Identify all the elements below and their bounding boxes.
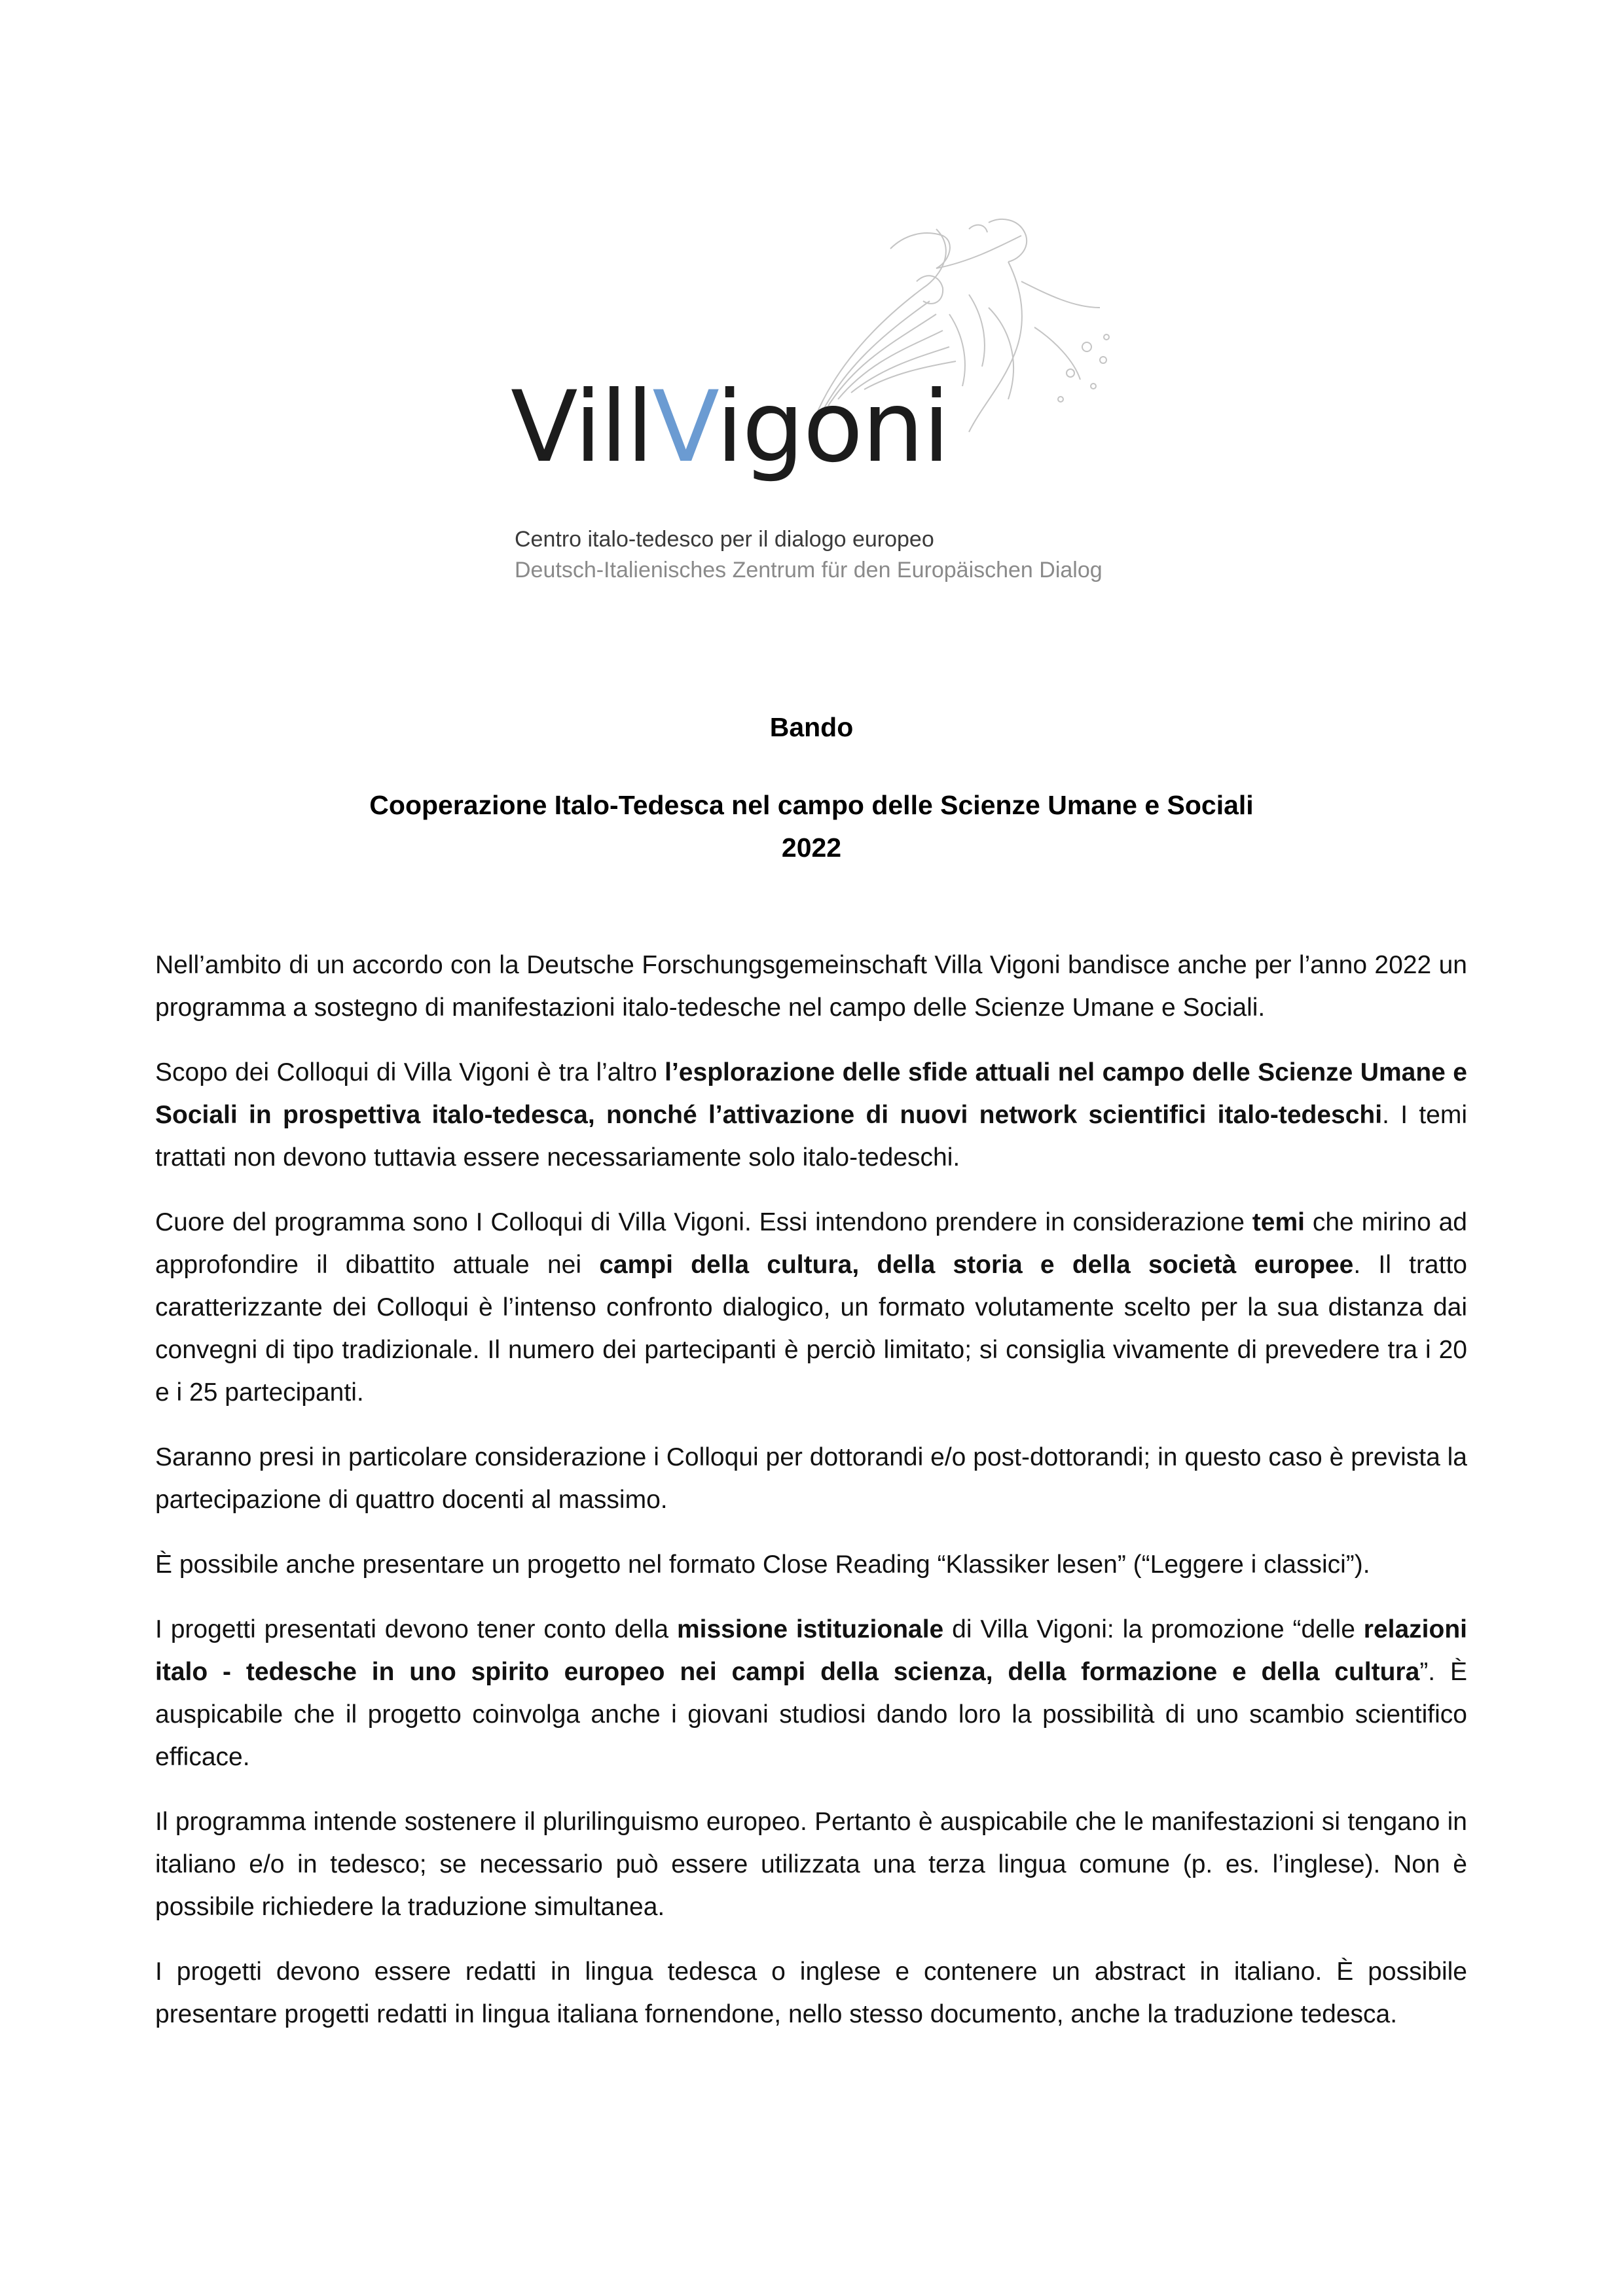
paragraph-2-text: Scopo dei Colloqui di Villa Vigoni è tra l’altro	[155, 1058, 665, 1086]
paragraph-3-bold-campi: campi della cultura, della storia e della società europee	[599, 1251, 1354, 1279]
logo-subtitle-german: Deutsch-Italienisches Zentrum für den Europäischen Dialog	[515, 558, 1103, 583]
wordmark-v: V	[652, 370, 716, 484]
body-text	[155, 944, 1467, 2058]
logo-subtitle-italian: Centro italo-tedesco per il dialogo europeo	[515, 527, 934, 552]
paragraph-1: Nell’ambito di un accordo con la Deutsche Forschungsgemeinschaft Villa Vigoni bandisce anche per l’anno 2022 un programma a sostegno di manifestazioni italo-tedesche nel campo delle Scienze Umane e Sociali.	[155, 951, 1467, 1022]
paragraph-3-text: Cuore del programma sono I Colloqui di Villa Vigoni. Essi intendono prendere in considerazione	[155, 1208, 1252, 1236]
paragraph-6	[155, 1608, 1467, 1778]
wordmark-left: Vill	[511, 370, 653, 484]
paragraph-2-bold: l’esplorazione delle sfide attuali nel campo delle Scienze Umane e Sociali in prospettiva italo-tedesca, nonché l’attivazione di nuovi network scientifici italo-tedeschi	[155, 1058, 1467, 1129]
logo-wordmark	[511, 359, 949, 496]
paragraph-3-text-end: . Il tratto caratterizzante dei Colloqui è l’intenso confronto dialogico, un formato volutamente scelto per la sua distanza dai convegni di tipo tradizionale. Il numero dei partecipanti è perciò limitato; si consiglia vivamente di prevedere tra i 20 e i 25 partecipanti.	[155, 1251, 1467, 1407]
paragraph-4: Saranno presi in particolare considerazione i Colloqui per dottorandi e/o post-dottorandi; in questo caso è prevista la partecipazione di quattro docenti al massimo.	[155, 1443, 1467, 1514]
paragraph-2	[155, 1051, 1467, 1179]
document-year: 2022	[781, 833, 842, 863]
paragraph-3	[155, 1201, 1467, 1414]
paragraph-8: I progetti devono essere redatti in lingua tedesca o inglese e contenere un abstract in italiano. È possibile presentare progetti redatti in lingua italiana fornendone, nello stesso documento, anche la traduzione tedesca.	[155, 1958, 1467, 2028]
paragraph-6-text: I progetti presentati devono tener conto della	[155, 1615, 677, 1643]
paragraph-6-text-mid: di Villa Vigoni: la promozione “delle	[943, 1615, 1364, 1643]
paragraph-6-bold-missione: missione istituzionale	[676, 1615, 944, 1643]
paragraph-6-bold-relazioni: relazioni italo - tedesche in uno spirito europeo nei campi della scienza, della formazione e della cultura	[155, 1615, 1467, 1686]
paragraph-7: Il programma intende sostenere il plurilinguismo europeo. Pertanto è auspicabile che le manifestazioni si tengano in italiano e/o in tedesco; se necessario può essere utilizzata una terza lingua comune (p. es. l’inglese). Non è possibile richiedere la traduzione simultanea.	[155, 1808, 1467, 1921]
wordmark-right: igoni	[716, 370, 949, 484]
paragraph-3-bold-temi: temi	[1252, 1208, 1305, 1236]
paragraph-3-text-mid: che mirino ad approfondire il dibattito attuale nei	[155, 1208, 1467, 1279]
document-title: Bando	[769, 712, 854, 742]
paragraph-6-text-end: ”. È auspicabile che il progetto coinvolga anche i giovani studiosi dando loro la possibilità di uno scambio scientifico efficace.	[155, 1658, 1467, 1771]
paragraph-5: È possibile anche presentare un progetto nel formato Close Reading “Klassiker lesen” (“Leggere i classici”).	[155, 1551, 1370, 1579]
document-subtitle: Cooperazione Italo-Tedesca nel campo delle Scienze Umane e Sociali	[369, 790, 1254, 820]
paragraph-2-text-end: . I temi trattati non devono tuttavia essere necessariamente solo italo-tedeschi.	[155, 1101, 1467, 1172]
